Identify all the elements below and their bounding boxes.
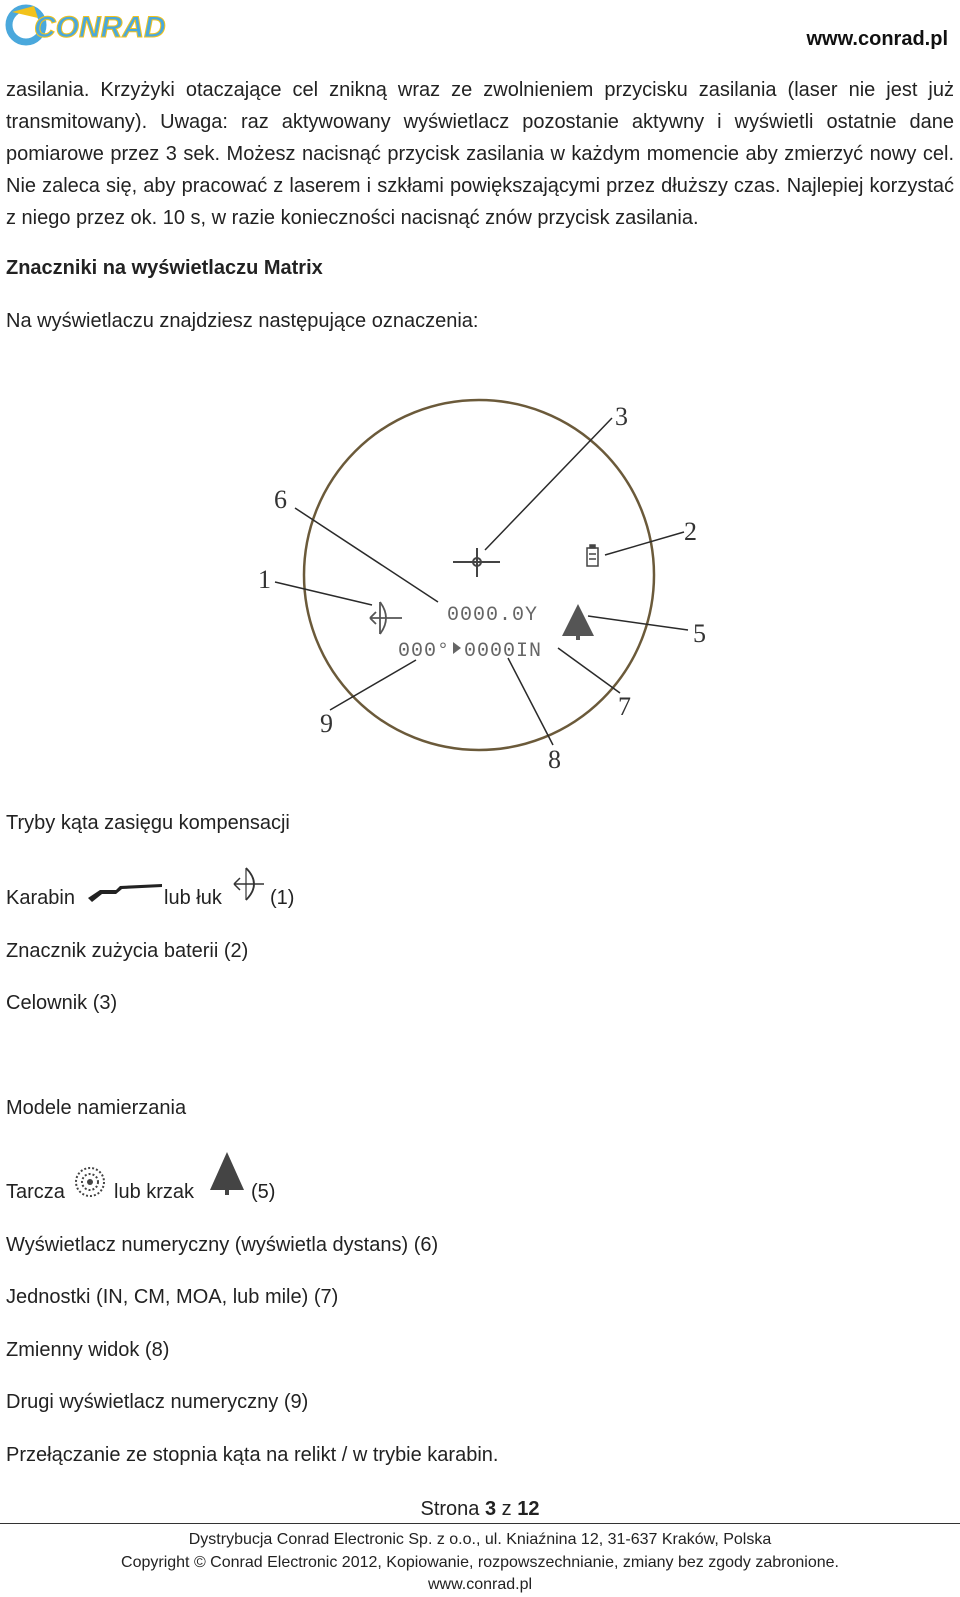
logo-text: CONRAD <box>34 11 166 44</box>
battery-legend: Znacznik zużycia baterii (2) <box>6 940 249 962</box>
leader-6 <box>295 508 438 602</box>
rifle-icon <box>86 874 164 909</box>
bush-small-icon <box>208 1150 246 1201</box>
target-num: (5) <box>251 1181 276 1203</box>
targeting-title: Modele namierzania <box>6 1097 187 1119</box>
leader-7 <box>558 648 620 693</box>
matrix-display-diagram <box>240 390 720 785</box>
rifle-num: (1) <box>270 887 295 909</box>
leader-5 <box>588 616 688 630</box>
footer-copyright: Copyright © Conrad Electronic 2012, Kopiowanie, rozpowszechnianie, zmiany bez zgody zabronione. <box>121 1554 839 1571</box>
leader-1 <box>275 582 372 605</box>
label-3: 3 <box>615 402 628 431</box>
label-6: 6 <box>274 485 287 514</box>
crosshair-legend: Celownik (3) <box>6 992 118 1014</box>
page-number <box>0 1498 960 1521</box>
bow-icon <box>370 602 402 634</box>
leader-8 <box>508 658 553 745</box>
units-legend: Jednostki (IN, CM, MOA, lub mile) (7) <box>6 1286 339 1308</box>
label-7: 7 <box>618 692 631 721</box>
arrow-icon <box>453 642 461 654</box>
rifle-or-bow: lub łuk <box>164 887 222 909</box>
battery-icon <box>587 545 598 566</box>
display-circle <box>304 400 654 750</box>
label-9: 9 <box>320 709 333 738</box>
switching-legend: Przełączanie ze stopnia kąta na relikt / w trybie karabin. <box>6 1444 499 1466</box>
modes-title: Tryby kąta zasięgu kompensacji <box>6 812 290 834</box>
leader-2 <box>605 532 684 555</box>
page-current: 3 <box>484 1498 497 1520</box>
page-prefix: Strona <box>420 1498 485 1520</box>
readout-bottom-left: 000° <box>398 640 451 663</box>
header-site: www.conrad.pl <box>806 28 948 50</box>
section-subtext: Na wyświetlaczu znajdziesz następujące oznaczenia: <box>6 310 479 332</box>
second-numeric-legend: Drugi wyświetlacz numeryczny (9) <box>6 1391 309 1413</box>
bush-icon <box>562 604 594 640</box>
target-icon <box>74 1166 106 1203</box>
variable-legend: Zmienny widok (8) <box>6 1339 170 1361</box>
section-heading: Znaczniki na wyświetlaczu Matrix <box>6 257 323 279</box>
readout-top: 0000.0Y <box>447 604 539 627</box>
label-2: 2 <box>684 517 697 546</box>
intro-paragraph: zasilania. Krzyżyki otaczające cel znikną wraz ze zwolnieniem przycisku zasilania (laser nie jest już transmitowany). Uwaga: raz aktywowany wyświetlacz pozostanie aktywny i wyświetli ostatnie dane pomiarowe przez 3 sek. Możesz nacisnąć przycisk zasilania w każdym momencie aby zmierzyć nowy cel. Nie zaleca się, aby pracować z laserem i szkłami powiększającymi przez dłuższy czas. Najlepiej korzystać z niego przez ok. 10 s, w razie konieczności nacisnąć znów przycisk zasilania. <box>6 79 954 229</box>
readout-bottom-right: 0000IN <box>464 640 543 663</box>
conrad-logo <box>4 2 174 51</box>
footer-site: www.conrad.pl <box>427 1576 533 1593</box>
target-or-bush: lub krzak <box>114 1181 195 1203</box>
footer-divider <box>0 1523 960 1524</box>
label-1: 1 <box>258 565 271 594</box>
label-5: 5 <box>693 619 706 648</box>
page-total: 12 <box>517 1498 540 1520</box>
footer-distribution: Dystrybucja Conrad Electronic Sp. z o.o., ul. Kniaźnina 12, 31-637 Kraków, Polska <box>188 1531 772 1548</box>
numeric-legend: Wyświetlacz numeryczny (wyświetla dystans) (6) <box>6 1234 439 1256</box>
label-8: 8 <box>548 745 561 774</box>
leader-3 <box>485 418 612 550</box>
target-label: Tarcza <box>6 1181 65 1203</box>
page-mid: z <box>496 1498 518 1520</box>
crosshair-icon <box>453 548 500 577</box>
bow-small-icon <box>232 864 266 909</box>
rifle-label: Karabin <box>6 887 75 909</box>
